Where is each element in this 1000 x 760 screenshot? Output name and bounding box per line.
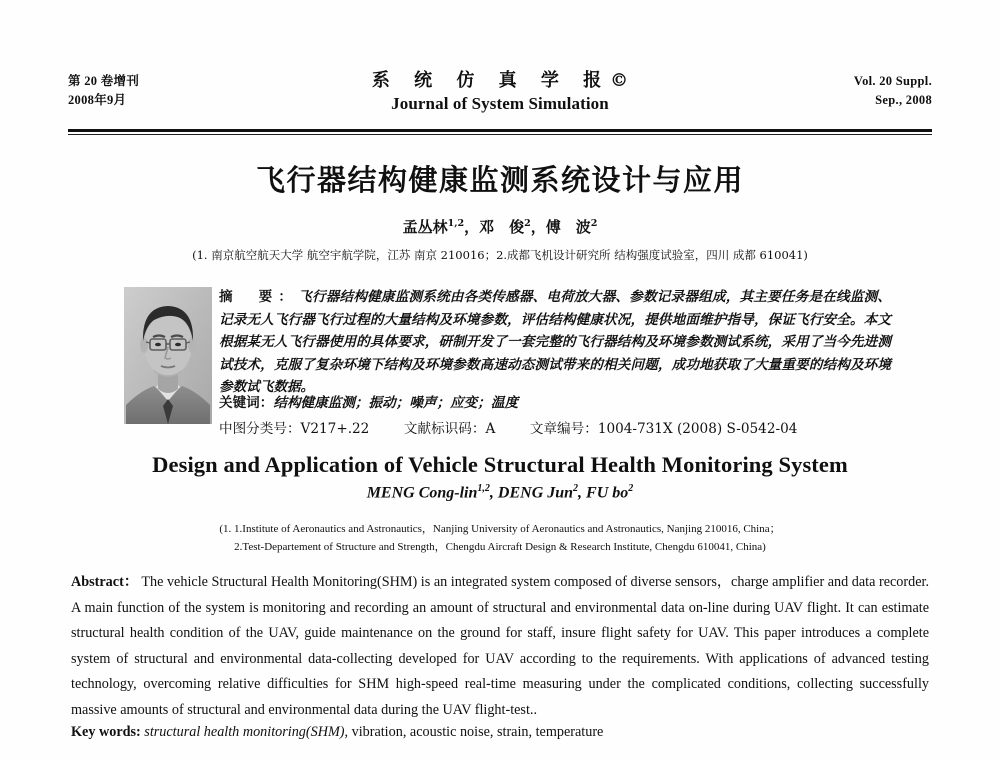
author-3-affil-mark-cn: 2 xyxy=(590,218,598,229)
affiliation-en-line-2: 2.Test-Departement of Structure and Strength，Chengdu Aircraft Design & Research Institute, Chengdu 610041, China) xyxy=(234,540,766,553)
running-head-right xyxy=(854,72,932,111)
affiliation-en-line-1: (1. 1.Institute of Aeronautics and Astronautics，Nanjing University of Aeronautics and Astronautics, Nanjing 210016, China； xyxy=(219,523,781,535)
issue-date-en: Sep., 2008 xyxy=(875,93,932,108)
author-1-affil-mark-en: 1,2 xyxy=(477,483,490,494)
author-2-affil-mark-cn: 2 xyxy=(524,218,531,229)
abstract-en xyxy=(71,570,929,723)
header-rule-thin xyxy=(68,134,932,135)
classification-line-cn: 中图分类号：V217+.22 文献标识码：A 文章编号：1004-731X (2008) S-0542-04 xyxy=(219,421,798,437)
paper-title-en: Design and Application of Vehicle Structural Health Monitoring System xyxy=(152,452,848,477)
abstract-text-cn: 飞行器结构健康监测系统由各类传感器、电荷放大器、参数记录器组成，其主要任务是在线监测、记录无人飞行器飞行过程的大量结构及环境参数，评估结构健康状况，提供地面维护指导，保证飞行安全。本文根据某无人飞行器使用的具体要求，研制开发了一套完整的飞行器结构及环境参数测试系统，采用了当今先进测试技术，克服了复杂环境下结构及环境参数高速动态测试带来的相关问题，成功地获取了大量重要的结构及环境参数试飞数据。 xyxy=(219,289,892,396)
affiliation-en xyxy=(110,521,890,556)
keywords-label-en: Key words: xyxy=(71,724,141,740)
author-2-affil-mark-en: 2 xyxy=(573,483,579,494)
volume-issue: 第 20 卷增刊 xyxy=(68,74,140,88)
portrait-image xyxy=(124,287,212,424)
header-rule-thick xyxy=(68,129,932,132)
author-list-en xyxy=(0,483,1000,502)
affiliation-cn: (1. 南京航空航天大学 航空宇航学院，江苏 南京 210016；2.成都飞机设计研究所 结构强度试验室，四川 成都 610041) xyxy=(192,248,808,262)
abstract-text-en: The vehicle Structural Health Monitoring(SHM) is an integrated system composed of diverse sensors，charge amplifier and data recorder. A main function of the system is monitoring and recording an amount of structural and environmental data on-line during UAV flight. It can estimate structural health condition of the UAV, guide maintenance on the ground for staff, insure flight safety for UAV. This paper introduces a complete system of structural and environmental data-collecting developed for UAV according to the requirements. With applications of advanced testing technology, overcoming relative difficulties for SHM high-speed real-time measuring under the complicated conditions, collecting successfully massive amounts of structural and environmental data during the UAV flight-test.. xyxy=(71,574,930,718)
author-sep-2-cn: ，傅 波 xyxy=(530,218,591,236)
abstract-cn xyxy=(219,286,891,399)
keywords-emphasis-en: structural health monitoring(SHM) xyxy=(144,724,345,740)
issue-date-cn: 2008年9月 xyxy=(68,93,127,108)
author-sep-1-en: , DENG Jun xyxy=(489,484,574,502)
author-portrait-photo xyxy=(124,287,212,424)
keywords-text-cn: 结构健康监测；振动；噪声；应变；温度 xyxy=(273,395,519,411)
author-1-affil-mark-cn: 1,2 xyxy=(447,218,465,229)
keywords-label-cn: 关键词： xyxy=(219,395,274,411)
keywords-rest-en: , vibration, acoustic noise, strain, temperature xyxy=(344,724,604,740)
keywords-cn xyxy=(219,393,518,413)
paper-title-cn: 飞行器结构健康监测系统设计与应用 xyxy=(255,163,744,197)
author-1-en: MENG Cong-lin xyxy=(366,484,478,502)
journal-title-en: Journal of System Simulation xyxy=(391,94,609,114)
running-head xyxy=(68,72,932,124)
author-3-affil-mark-en: 2 xyxy=(628,483,634,494)
journal-title-cn: 系 统 仿 真 学 报© xyxy=(371,70,638,91)
keywords-en xyxy=(71,722,929,743)
author-1-cn: 孟丛林 xyxy=(402,218,448,236)
volume-en: Vol. 20 Suppl. xyxy=(853,74,932,88)
author-sep-2-en: , FU bo xyxy=(578,484,629,502)
abstract-label-en: Abstract： xyxy=(71,574,139,590)
journal-masthead xyxy=(68,69,932,115)
abstract-label-cn: 摘 要： xyxy=(219,289,299,305)
author-sep-1-cn: ，邓 俊 xyxy=(464,218,525,236)
author-list-cn xyxy=(0,216,1000,237)
